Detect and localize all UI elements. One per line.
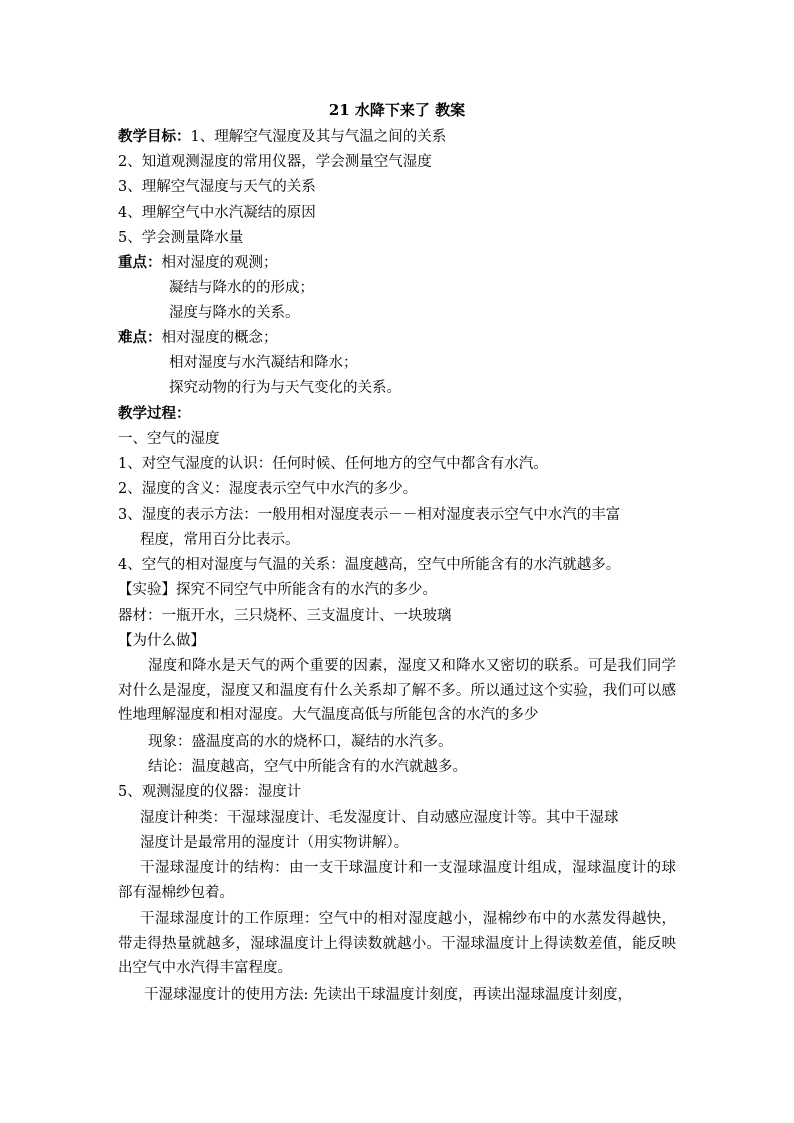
- difficulty-item: 相对湿度与水汽凝结和降水；: [169, 355, 358, 371]
- why-heading: 【为什么做】: [118, 633, 205, 649]
- phenomenon-line: 现象：盛温度高的水的烧杯口，凝结的水汽多。: [148, 734, 453, 750]
- goal-item: 2、知道观测湿度的常用仪器，学会测量空气湿度: [118, 154, 432, 170]
- key-point-item: 凝结与降水的的形成；: [169, 280, 314, 296]
- paragraph: 4、空气的相对湿度与气温的关系：温度越高，空气中所能含有的水汽就越多。: [118, 557, 621, 573]
- paragraph: 干湿球湿度计的结构：由一支干球温度计和一支湿球温度计组成，湿球温度计的球部有湿棉纱包着。: [118, 860, 676, 901]
- key-points-line: [118, 251, 278, 276]
- difficulty-item: 相对湿度的概念；: [161, 330, 278, 346]
- paragraph: 湿度和降水是天气的两个重要的因素，湿度又和降水又密切的联系。可是我们同学对什么是湿度，湿度又和温度有什么关系却了解不多。所以通过这个实验，我们可以感性地理解湿度和相对湿度。大气温度高低与所能包含的水汽的多少: [118, 658, 676, 724]
- section-heading: 一、空气的湿度: [118, 431, 220, 447]
- conclusion-line: 结论：温度越高，空气中所能含有的水汽就越多。: [148, 759, 467, 775]
- goal-item: 3、理解空气湿度与天气的关系: [118, 179, 316, 195]
- process-heading: 教学过程：: [118, 405, 191, 422]
- paragraph: 3、湿度的表示方法：一般用相对湿度表示－－相对湿度表示空气中水汽的丰富: [118, 507, 621, 523]
- goal-item: 4、理解空气中水汽凝结的原因: [118, 205, 316, 221]
- difficulties-line: [118, 326, 278, 351]
- goal-item: 1、理解空气湿度及其与气温之间的关系: [190, 129, 447, 145]
- goals-line: [118, 125, 446, 150]
- goal-item: 5、学会测量降水量: [118, 230, 244, 246]
- document-title: 21 水降下来了 教案: [328, 101, 466, 119]
- paragraph: 程度，常用百分比表示。: [140, 532, 300, 548]
- paragraph: 湿度计种类：干湿球湿度计、毛发湿度计、自动感应湿度计等。其中干湿球: [140, 810, 619, 826]
- key-points-label: 重点：: [118, 254, 162, 271]
- difficulty-item: 探究动物的行为与天气变化的关系。: [169, 380, 401, 396]
- paragraph: 2、湿度的含义：湿度表示空气中水汽的多少。: [118, 481, 418, 497]
- paragraph: 5、观测湿度的仪器：湿度计: [118, 784, 302, 800]
- difficulties-label: 难点：: [118, 329, 162, 346]
- paragraph: 干湿球湿度计的使用方法: 先读出干球温度计刻度，再读出湿球温度计刻度，: [144, 987, 632, 1003]
- materials-line: 器材：一瓶开水，三只烧杯、三支温度计、一块玻璃: [118, 608, 452, 624]
- key-point-item: 相对湿度的观测；: [161, 255, 278, 271]
- paragraph: 干湿球湿度计的工作原理：空气中的相对湿度越小，湿棉纱布中的水蒸发得越快，带走得热量就越多，湿球温度计上得读数就越小。干湿球温度计上得读数差值，能反映出空气中水汽得丰富程度。: [118, 911, 676, 977]
- paragraph: 1、对空气湿度的认识：任何时候、任何地方的空气中都含有水汽。: [118, 456, 548, 472]
- paragraph: 湿度计是最常用的湿度计（用实物讲解）。: [140, 835, 409, 851]
- goals-label: 教学目标：: [118, 128, 191, 145]
- key-point-item: 湿度与降水的关系。: [169, 305, 300, 321]
- experiment-heading: 【实验】探究不同空气中所能含有的水汽的多少。: [118, 582, 437, 598]
